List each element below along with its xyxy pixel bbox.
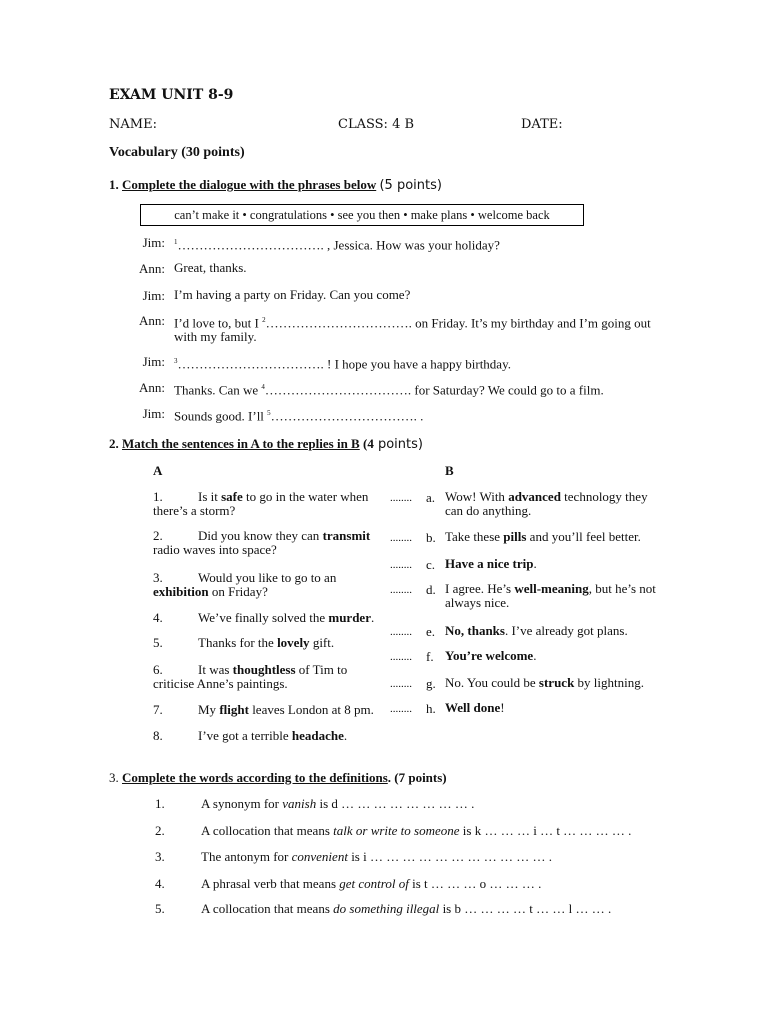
keyword: advanced — [508, 489, 561, 504]
exam-title: EXAM UNIT 8-9 — [109, 87, 234, 103]
answer-blank: ........ — [390, 626, 412, 638]
line-text: Sounds good. I’ll — [174, 408, 268, 424]
definition-term: convenient — [291, 849, 348, 864]
definition-text: A synonym for — [201, 796, 283, 811]
definition-item — [201, 796, 474, 812]
definition-number: 5. — [155, 901, 165, 916]
sentence-text: We’ve finally solved the — [198, 610, 329, 625]
reply-text: . — [533, 648, 537, 663]
answer-blank: ........ — [390, 584, 412, 596]
sentence-a — [153, 529, 375, 557]
keyword: Have a nice trip — [445, 556, 534, 571]
class-label: CLASS: 4 B — [338, 117, 415, 132]
item-number: 8. — [153, 728, 163, 743]
keyword: transmit — [322, 528, 371, 543]
definition-term: do something illegal — [333, 901, 440, 916]
line-text: I’d love to, but I — [174, 315, 263, 331]
line-gap-text: ……………………………. for Saturday? We could go to a film. — [264, 382, 604, 398]
sentence-text: . — [370, 610, 375, 625]
task2-number: 2. — [109, 436, 119, 451]
definition-number: 2. — [155, 823, 165, 838]
date-label: DATE: — [521, 117, 563, 132]
speaker-label: Jim: — [142, 235, 165, 250]
line-gap-text: ……………………………. . — [270, 408, 424, 424]
gap-number: 3 — [174, 357, 178, 365]
dialogue-line — [174, 235, 664, 252]
definition-term: get control of — [339, 876, 409, 891]
reply-text: Wow! With — [445, 489, 509, 504]
line-text: Great, thanks. — [174, 260, 247, 275]
column-b-header: B — [445, 463, 454, 478]
sentence-text: Is it — [198, 489, 222, 504]
line-gap-text: ……………………………. , Jessica. How was your holiday? — [177, 237, 500, 253]
reply-text: . I’ve already got plans. — [504, 623, 628, 638]
reply-b — [445, 649, 665, 663]
reply-letter: g. — [426, 676, 436, 691]
sentence-text: on Friday? — [208, 584, 268, 599]
task1-points: (5 points) — [379, 178, 442, 193]
keyword: lovely — [277, 635, 310, 650]
reply-letter: c. — [426, 557, 436, 572]
sentence-text: I’ve got a terrible — [198, 728, 292, 743]
answer-blank: ........ — [390, 559, 412, 571]
keyword: flight — [219, 702, 249, 717]
reply-text: Take these — [445, 529, 504, 544]
task3-instruction: Complete the words according to the definitions — [122, 770, 388, 785]
speaker-label: Jim: — [142, 288, 165, 303]
reply-b — [445, 701, 665, 715]
reply-b — [445, 557, 665, 571]
task3-heading — [109, 770, 447, 786]
speaker-label: Jim: — [142, 406, 165, 421]
keyword: exhibition — [153, 584, 209, 599]
definition-text: A phrasal verb that means — [201, 876, 340, 891]
line-gap-text: ……………………………. on Friday. It’s my birthday and I’m going out with my family. — [174, 315, 651, 345]
line-text: Thanks. Can we — [174, 382, 262, 398]
task1-heading — [109, 177, 442, 193]
dialogue-line — [174, 288, 664, 302]
reply-text: . — [533, 556, 537, 571]
keyword: No, thanks — [445, 623, 505, 638]
gap-number: 1 — [174, 238, 178, 246]
answer-blank: ........ — [390, 678, 412, 690]
definition-text: The antonym for — [201, 849, 292, 864]
sentence-a — [153, 729, 375, 743]
keyword: Well done — [445, 700, 501, 715]
item-number: 5. — [153, 635, 163, 650]
reply-text: , but he’s not always nice. — [445, 581, 656, 610]
task2-heading — [109, 436, 423, 452]
reply-text: by lightning. — [574, 675, 644, 690]
sentence-text: My — [198, 702, 220, 717]
dialogue-line — [174, 261, 664, 275]
item-number: 7. — [153, 702, 163, 717]
task2-points: points) — [373, 437, 423, 452]
line-text: I’m having a party on Friday. Can you come? — [174, 287, 411, 302]
dialogue-line — [174, 380, 664, 397]
sentence-a — [153, 703, 375, 717]
answer-blank: ........ — [390, 703, 412, 715]
task1-instruction: Complete the dialogue with the phrases below — [122, 177, 377, 192]
speaker-label: Ann: — [139, 261, 165, 276]
section-title: Vocabulary (30 points) — [109, 145, 245, 160]
sentence-text: Thanks for the — [198, 635, 278, 650]
definition-term: talk or write to someone — [333, 823, 460, 838]
gap-number: 4 — [261, 383, 265, 391]
definition-number: 3. — [155, 849, 165, 864]
phrase-box: can’t make it • congratulations • see you then • make plans • welcome back — [140, 204, 584, 226]
definition-number: 4. — [155, 876, 165, 891]
line-gap-text: ……………………………. ! I hope you have a happy birthday. — [177, 356, 511, 372]
item-number: 6. — [153, 662, 163, 677]
reply-text: ! — [500, 700, 505, 715]
task2-instruction: Match the sentences in A to the replies in B — [122, 436, 360, 451]
reply-b — [445, 676, 665, 690]
task2-points-open: (4 — [362, 436, 374, 451]
keyword: safe — [221, 489, 243, 504]
sentence-text: Would you like to go to an — [198, 570, 337, 585]
sentence-text: of Tim to criticise Anne’s paintings. — [153, 662, 348, 691]
answer-blank: ........ — [390, 532, 412, 544]
sentence-a — [153, 490, 375, 518]
reply-text: I agree. He’s — [445, 581, 515, 596]
definition-number: 1. — [155, 796, 165, 811]
speaker-label: Jim: — [142, 354, 165, 369]
sentence-text: It was — [198, 662, 233, 677]
keyword: pills — [503, 529, 527, 544]
sentence-a — [153, 663, 375, 691]
reply-text: technology they can do anything. — [445, 489, 648, 518]
definition-item — [201, 901, 611, 917]
sentence-text: to go in the water when there’s a storm? — [153, 489, 369, 518]
task3-number: 3. — [109, 770, 119, 785]
keyword: murder — [328, 610, 371, 625]
reply-b — [445, 530, 665, 544]
name-label: NAME: — [109, 117, 157, 132]
definition-text: A collocation that means — [201, 823, 334, 838]
definition-blank: is k … … … i … t … … … … . — [459, 823, 632, 838]
definition-blank: is i … … … … … … … … … … … . — [347, 849, 552, 864]
column-a-header: A — [153, 463, 163, 478]
sentence-text: leaves London at 8 pm. — [248, 702, 374, 717]
sentence-a — [153, 571, 375, 599]
keyword: struck — [538, 675, 575, 690]
dialogue-line — [174, 406, 664, 423]
keyword: thoughtless — [232, 662, 296, 677]
reply-letter: f. — [426, 649, 434, 664]
reply-b — [445, 582, 665, 610]
reply-text: No. You could be — [445, 675, 539, 690]
definition-blank: is t … … … o … … … . — [408, 876, 542, 891]
item-number: 3. — [153, 570, 163, 585]
task3-points: . (7 points) — [387, 770, 447, 785]
reply-b — [445, 490, 665, 518]
dialogue-line — [174, 354, 664, 371]
gap-number: 5 — [267, 409, 271, 417]
dialogue-line — [174, 313, 664, 344]
reply-text: and you’ll feel better. — [526, 529, 641, 544]
reply-letter: a. — [426, 490, 436, 505]
definition-blank: is b … … … … t … … l … … . — [439, 901, 612, 916]
sentence-text: radio waves into space? — [153, 542, 277, 557]
sentence-text: gift. — [309, 635, 335, 650]
item-number: 2. — [153, 528, 163, 543]
keyword: You’re welcome — [445, 648, 534, 663]
speaker-label: Ann: — [139, 380, 165, 395]
reply-letter: h. — [426, 701, 436, 716]
sentence-text: Did you know they can — [198, 528, 323, 543]
keyword: well-meaning — [514, 581, 589, 596]
reply-b — [445, 624, 665, 638]
definition-item — [201, 849, 552, 865]
answer-blank: ........ — [390, 651, 412, 663]
definition-text: A collocation that means — [201, 901, 334, 916]
reply-letter: b. — [426, 530, 436, 545]
definition-item — [201, 876, 541, 892]
sentence-a — [153, 636, 375, 650]
definition-blank: is d … … … … … … … … . — [316, 796, 475, 811]
definition-term: vanish — [282, 796, 317, 811]
item-number: 4. — [153, 610, 163, 625]
reply-letter: d. — [426, 582, 436, 597]
definition-item — [201, 823, 631, 839]
reply-letter: e. — [426, 624, 436, 639]
speaker-label: Ann: — [139, 313, 165, 328]
sentence-text: . — [343, 728, 348, 743]
answer-blank: ........ — [390, 492, 412, 504]
keyword: headache — [291, 728, 344, 743]
gap-number: 2 — [262, 316, 266, 324]
item-number: 1. — [153, 489, 163, 504]
task1-number: 1. — [109, 177, 119, 192]
sentence-a — [153, 611, 375, 625]
